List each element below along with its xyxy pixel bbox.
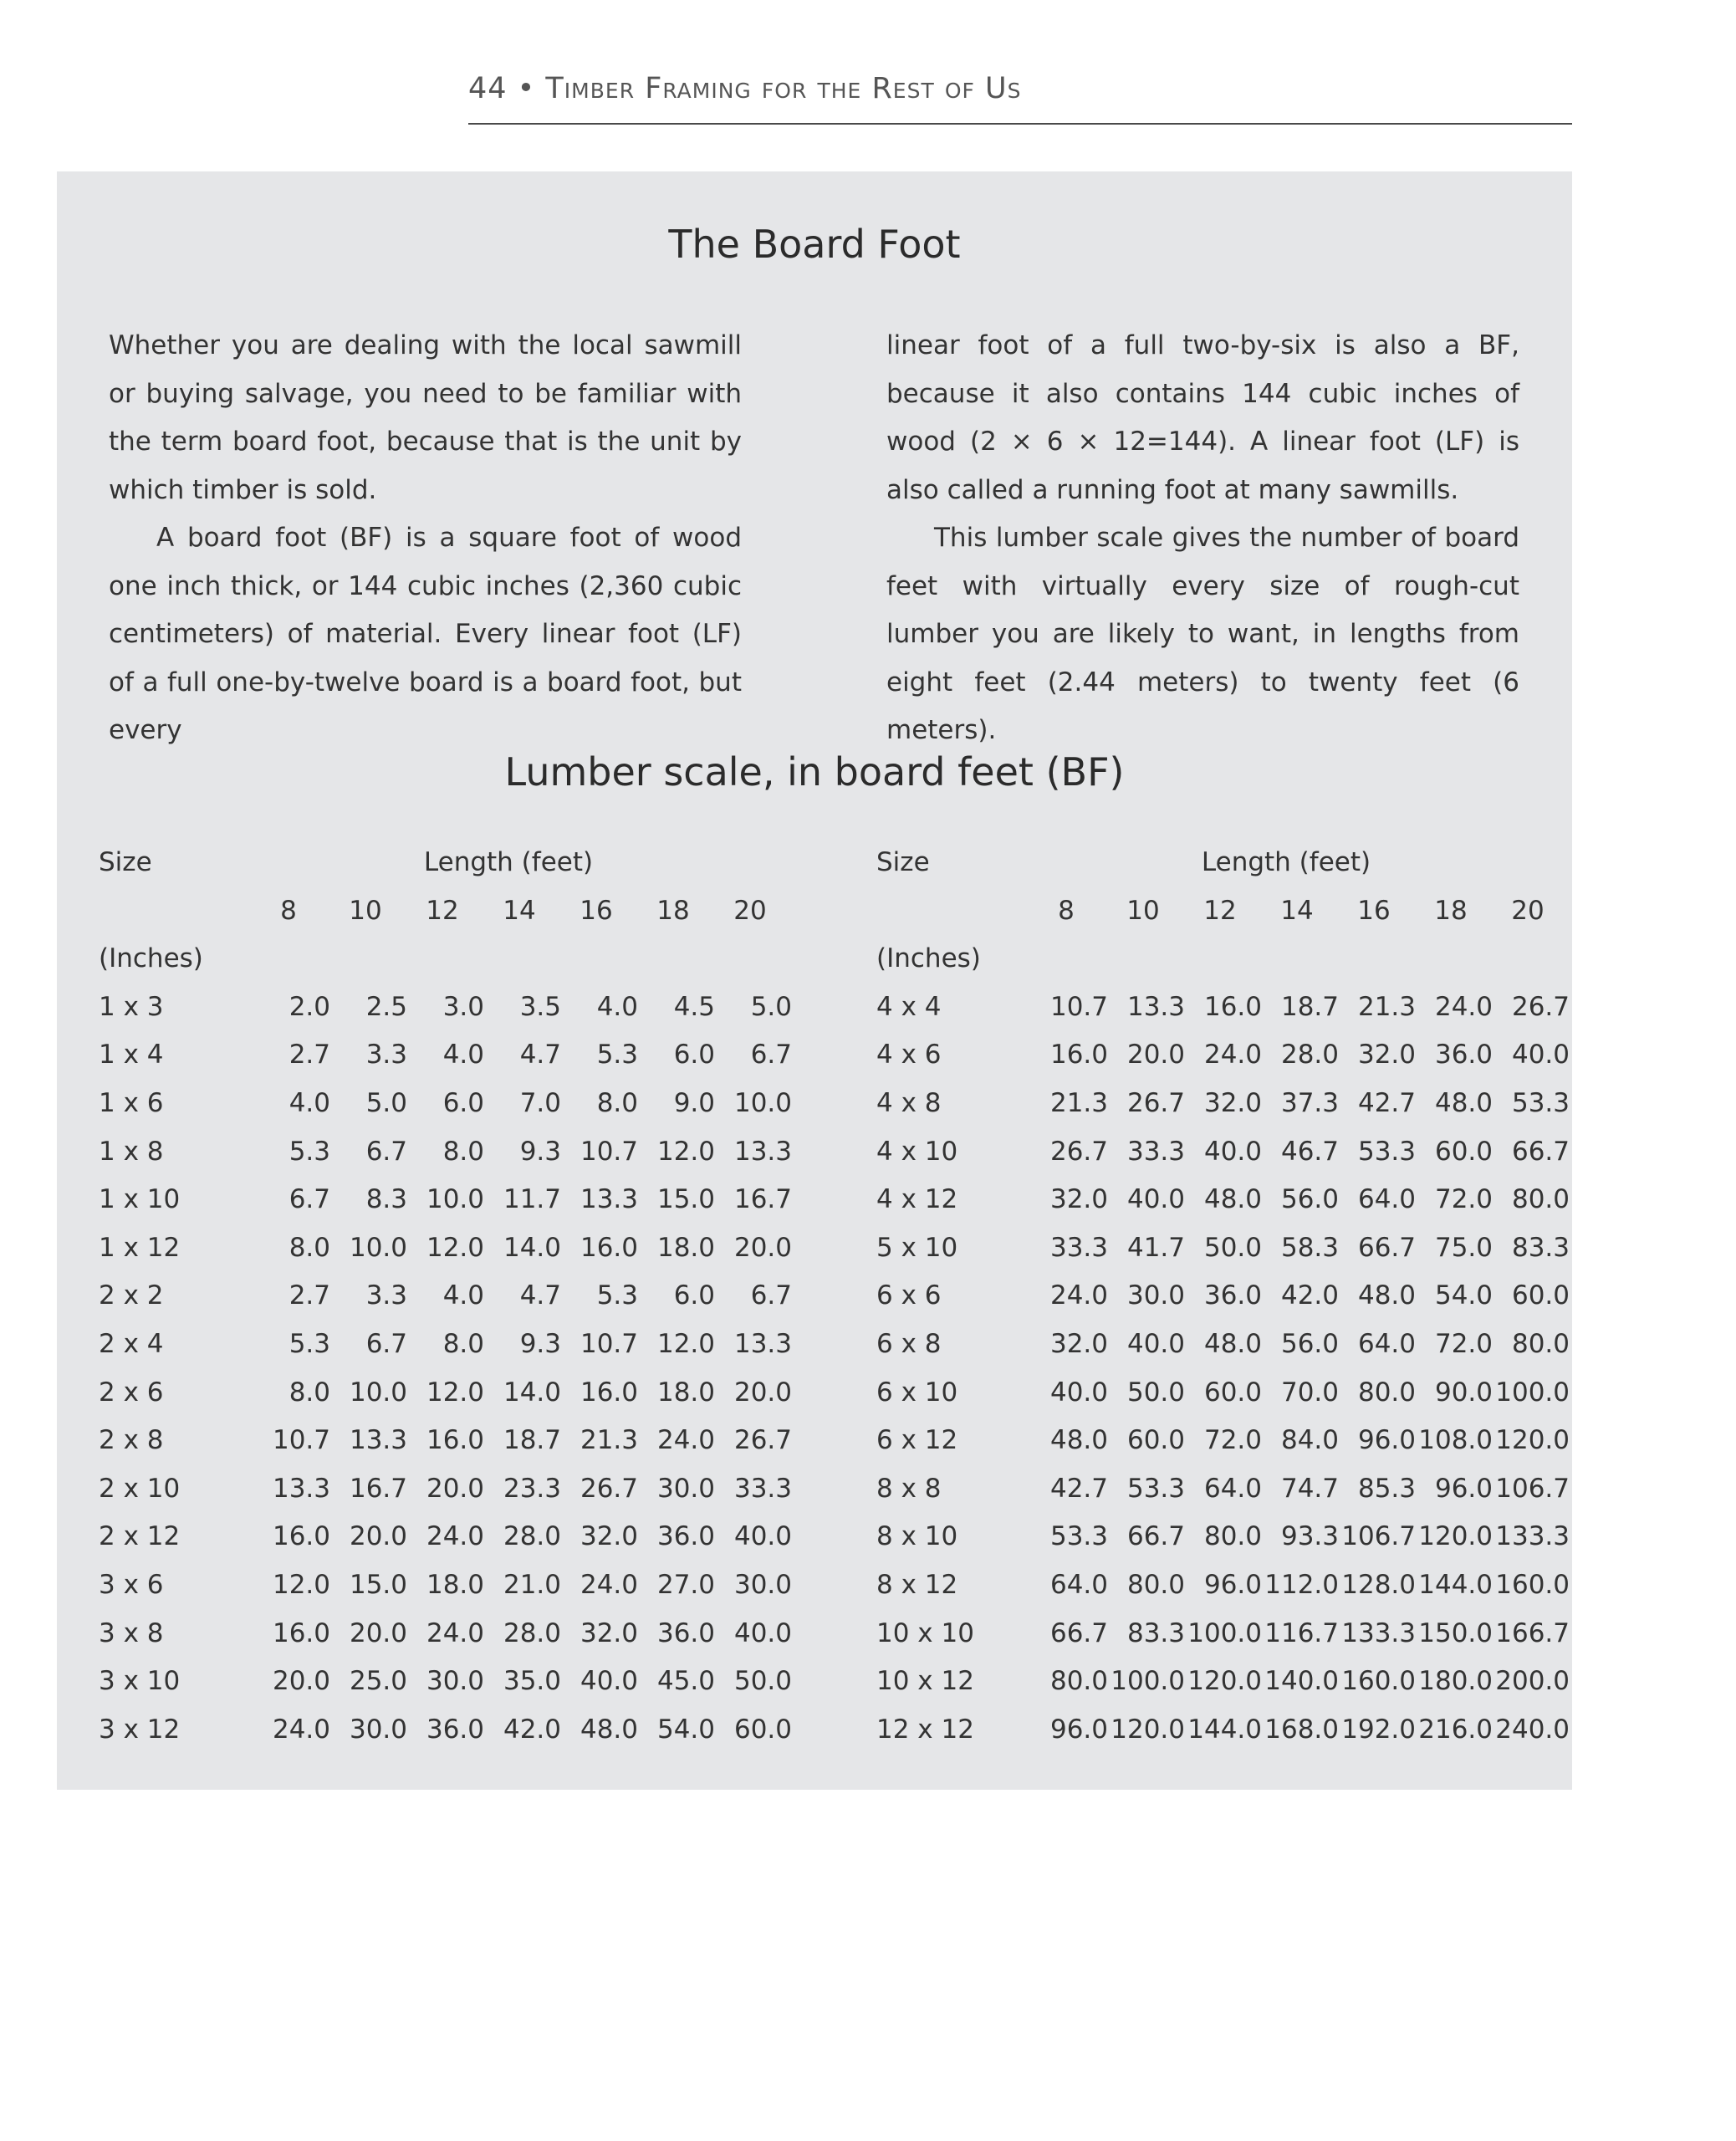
board-feet-value: 20.0 [272, 1666, 330, 1697]
board-feet-value: 33.3 [1049, 1232, 1108, 1263]
row-size: 3 x 8 [99, 1617, 164, 1648]
board-feet-value: 10.0 [349, 1232, 407, 1263]
board-feet-value: 150.0 [1418, 1617, 1493, 1648]
board-feet-value: 8.0 [442, 1136, 484, 1167]
row-size: 3 x 12 [99, 1714, 181, 1745]
board-feet-value: 75.0 [1434, 1232, 1493, 1263]
board-feet-value: 96.0 [1357, 1425, 1416, 1456]
board-feet-value: 6.7 [750, 1040, 792, 1070]
board-feet-value: 50.0 [1126, 1377, 1185, 1408]
board-feet-value: 140.0 [1264, 1666, 1339, 1697]
board-feet-value: 5.0 [750, 991, 792, 1022]
board-feet-value: 60.0 [733, 1714, 792, 1745]
row-size: 3 x 6 [99, 1570, 164, 1600]
board-feet-value: 56.0 [1280, 1184, 1339, 1215]
board-feet-value: 166.7 [1495, 1617, 1570, 1648]
row-size: 1 x 3 [99, 991, 164, 1022]
board-feet-value: 32.0 [1049, 1329, 1108, 1359]
board-feet-value: 16.7 [349, 1473, 407, 1504]
row-size: 1 x 8 [99, 1136, 164, 1167]
row-size: 10 x 12 [876, 1666, 974, 1697]
units-label: (Inches) [99, 943, 203, 974]
board-feet-value: 40.0 [1049, 1377, 1108, 1408]
board-feet-value: 90.0 [1434, 1377, 1493, 1408]
board-feet-value: 58.3 [1280, 1232, 1339, 1263]
board-feet-value: 4.0 [442, 1280, 484, 1311]
board-feet-value: 5.0 [365, 1088, 407, 1118]
board-feet-value: 53.3 [1126, 1473, 1185, 1504]
board-feet-value: 21.0 [503, 1570, 561, 1600]
board-feet-value: 18.7 [1280, 991, 1339, 1022]
board-feet-value: 8.3 [365, 1184, 407, 1215]
board-feet-value: 16.0 [426, 1425, 484, 1456]
board-feet-value: 16.7 [733, 1184, 792, 1215]
row-size: 2 x 8 [99, 1425, 164, 1456]
length-column-header: 8 [280, 895, 297, 926]
board-feet-value: 21.3 [1049, 1088, 1108, 1118]
row-size: 4 x 4 [876, 991, 942, 1022]
board-feet-value: 24.0 [272, 1714, 330, 1745]
board-feet-value: 5.3 [288, 1329, 330, 1359]
board-feet-value: 13.3 [733, 1136, 792, 1167]
board-feet-value: 16.0 [272, 1521, 330, 1552]
board-feet-value: 50.0 [733, 1666, 792, 1697]
board-feet-value: 32.0 [1203, 1088, 1262, 1118]
row-size: 1 x 4 [99, 1040, 164, 1070]
length-column-header: 12 [1203, 895, 1237, 926]
row-size: 6 x 6 [876, 1280, 942, 1311]
board-feet-value: 13.3 [349, 1425, 407, 1456]
board-feet-value: 26.7 [1126, 1088, 1185, 1118]
board-feet-value: 41.7 [1126, 1232, 1185, 1263]
length-header: Length (feet) [423, 847, 594, 877]
board-feet-value: 21.3 [580, 1425, 638, 1456]
board-feet-value: 4.0 [288, 1088, 330, 1118]
board-feet-value: 26.7 [733, 1425, 792, 1456]
board-feet-value: 42.0 [503, 1714, 561, 1745]
board-feet-value: 8.0 [288, 1377, 330, 1408]
board-feet-value: 48.0 [1203, 1329, 1262, 1359]
board-feet-value: 14.0 [503, 1377, 561, 1408]
row-size: 1 x 12 [99, 1232, 181, 1263]
board-feet-value: 4.7 [519, 1040, 561, 1070]
board-feet-value: 53.3 [1357, 1136, 1416, 1167]
row-size: 2 x 10 [99, 1473, 181, 1504]
board-feet-value: 80.0 [1357, 1377, 1416, 1408]
board-feet-value: 120.0 [1111, 1714, 1185, 1745]
board-feet-value: 18.0 [656, 1232, 715, 1263]
board-feet-value: 2.0 [288, 991, 330, 1022]
board-feet-value: 28.0 [503, 1521, 561, 1552]
board-feet-value: 2.7 [288, 1280, 330, 1311]
board-feet-value: 84.0 [1280, 1425, 1339, 1456]
board-feet-value: 32.0 [580, 1521, 638, 1552]
board-feet-value: 7.0 [519, 1088, 561, 1118]
board-feet-value: 16.0 [272, 1617, 330, 1648]
board-feet-value: 54.0 [656, 1714, 715, 1745]
row-size: 8 x 8 [876, 1473, 942, 1504]
board-feet-value: 96.0 [1203, 1570, 1262, 1600]
board-feet-value: 80.0 [1203, 1521, 1262, 1552]
board-feet-value: 12.0 [426, 1232, 484, 1263]
board-feet-value: 6.7 [750, 1280, 792, 1311]
board-feet-value: 23.3 [503, 1473, 561, 1504]
board-feet-value: 40.0 [733, 1617, 792, 1648]
length-column-header: 20 [1511, 895, 1545, 926]
row-size: 8 x 10 [876, 1521, 958, 1552]
box-title: The Board Foot [668, 222, 961, 267]
board-feet-value: 20.0 [1126, 1040, 1185, 1070]
board-feet-value: 5.3 [596, 1280, 638, 1311]
board-feet-value: 100.0 [1187, 1617, 1262, 1648]
board-feet-value: 4.0 [442, 1040, 484, 1070]
length-column-header: 10 [1126, 895, 1160, 926]
board-feet-value: 26.7 [580, 1473, 638, 1504]
board-feet-value: 6.0 [673, 1040, 715, 1070]
board-feet-value: 64.0 [1357, 1329, 1416, 1359]
board-feet-value: 30.0 [733, 1570, 792, 1600]
length-column-header: 18 [656, 895, 690, 926]
board-feet-value: 133.3 [1495, 1521, 1570, 1552]
row-size: 12 x 12 [876, 1714, 974, 1745]
row-size: 10 x 10 [876, 1617, 974, 1648]
board-feet-value: 20.0 [733, 1232, 792, 1263]
board-feet-value: 80.0 [1511, 1329, 1570, 1359]
board-feet-value: 53.3 [1511, 1088, 1570, 1118]
row-size: 1 x 10 [99, 1184, 181, 1215]
row-size: 2 x 12 [99, 1521, 181, 1552]
board-feet-value: 30.0 [349, 1714, 407, 1745]
board-feet-value: 6.0 [673, 1280, 715, 1311]
board-feet-value: 54.0 [1434, 1280, 1493, 1311]
board-feet-value: 32.0 [1357, 1040, 1416, 1070]
board-feet-value: 36.0 [1434, 1040, 1493, 1070]
board-feet-value: 25.0 [349, 1666, 407, 1697]
board-feet-value: 72.0 [1434, 1329, 1493, 1359]
board-feet-value: 10.7 [580, 1329, 638, 1359]
length-column-header: 18 [1434, 895, 1468, 926]
board-feet-value: 128.0 [1341, 1570, 1416, 1600]
row-size: 4 x 6 [876, 1040, 942, 1070]
board-feet-value: 3.5 [519, 991, 561, 1022]
board-feet-value: 24.0 [1049, 1280, 1108, 1311]
board-feet-value: 9.0 [673, 1088, 715, 1118]
board-feet-value: 70.0 [1280, 1377, 1339, 1408]
board-feet-value: 48.0 [1434, 1088, 1493, 1118]
board-feet-value: 40.0 [580, 1666, 638, 1697]
board-feet-value: 50.0 [1203, 1232, 1262, 1263]
board-feet-value: 120.0 [1418, 1521, 1493, 1552]
length-column-header: 12 [426, 895, 459, 926]
board-feet-value: 30.0 [426, 1666, 484, 1697]
board-feet-value: 16.0 [1203, 991, 1262, 1022]
paragraph: Whether you are dealing with the local sawmill or buying salvage, you need to be familiar with the term board foot, because that is the unit by which timber is sold. [109, 330, 742, 505]
board-feet-value: 35.0 [503, 1666, 561, 1697]
board-feet-value: 6.7 [365, 1329, 407, 1359]
board-feet-value: 18.0 [656, 1377, 715, 1408]
board-feet-value: 66.7 [1511, 1136, 1570, 1167]
board-feet-value: 18.7 [503, 1425, 561, 1456]
board-feet-value: 4.7 [519, 1280, 561, 1311]
board-feet-value: 20.0 [733, 1377, 792, 1408]
board-feet-value: 14.0 [503, 1232, 561, 1263]
board-feet-value: 11.7 [503, 1184, 561, 1215]
board-feet-value: 40.0 [1511, 1040, 1570, 1070]
board-feet-value: 20.0 [349, 1521, 407, 1552]
paragraph: linear foot of a full two-by-six is also a BF, because it also contains 144 cubic inches of wood (2 × 6 × 12=144). A linear foot (LF) is also called a running foot at many sawmills. [886, 330, 1519, 505]
header-rule [468, 123, 1572, 125]
board-feet-value: 21.3 [1357, 991, 1416, 1022]
board-feet-value: 108.0 [1418, 1425, 1493, 1456]
length-column-header: 16 [580, 895, 613, 926]
board-feet-value: 60.0 [1434, 1136, 1493, 1167]
board-feet-value: 12.0 [656, 1329, 715, 1359]
board-feet-value: 9.3 [519, 1136, 561, 1167]
board-feet-value: 66.7 [1049, 1617, 1108, 1648]
board-feet-value: 85.3 [1357, 1473, 1416, 1504]
board-feet-value: 6.7 [365, 1136, 407, 1167]
board-feet-value: 80.0 [1049, 1666, 1108, 1697]
board-feet-value: 40.0 [1126, 1184, 1185, 1215]
paragraph: This lumber scale gives the number of board feet with virtually every size of rough-cut lumber you are likely to want, in lengths from eight feet (2.44 meters) to twenty feet (6 meters). [886, 523, 1519, 745]
board-feet-value: 16.0 [580, 1232, 638, 1263]
row-size: 6 x 10 [876, 1377, 958, 1408]
board-feet-value: 3.0 [442, 991, 484, 1022]
row-size: 6 x 12 [876, 1425, 958, 1456]
row-size: 2 x 2 [99, 1280, 164, 1311]
left-text-column [109, 322, 742, 755]
board-feet-value: 24.0 [426, 1521, 484, 1552]
length-column-header: 16 [1357, 895, 1391, 926]
board-feet-value: 168.0 [1264, 1714, 1339, 1745]
board-feet-value: 48.0 [1049, 1425, 1108, 1456]
lumber-table-left [99, 847, 851, 1784]
board-feet-value: 10.7 [272, 1425, 330, 1456]
row-size: 4 x 12 [876, 1184, 958, 1215]
board-feet-value: 72.0 [1203, 1425, 1262, 1456]
board-feet-value: 24.0 [1434, 991, 1493, 1022]
board-feet-value: 64.0 [1203, 1473, 1262, 1504]
board-feet-value: 3.3 [365, 1280, 407, 1311]
units-label: (Inches) [876, 943, 981, 974]
board-feet-value: 40.0 [733, 1521, 792, 1552]
board-feet-value: 60.0 [1511, 1280, 1570, 1311]
paragraph: A board foot (BF) is a square foot of wood one inch thick, or 144 cubic inches (2,360 cubic centimeters) of material. Every linear foot (LF) of a full one-by-twelve board is a board foot, but every [109, 523, 742, 745]
board-feet-value: 144.0 [1418, 1570, 1493, 1600]
board-feet-value: 26.7 [1049, 1136, 1108, 1167]
board-feet-value: 8.0 [288, 1232, 330, 1263]
row-size: 4 x 10 [876, 1136, 958, 1167]
board-feet-value: 160.0 [1341, 1666, 1416, 1697]
board-feet-value: 42.7 [1357, 1088, 1416, 1118]
board-feet-value: 64.0 [1357, 1184, 1416, 1215]
board-feet-value: 13.3 [580, 1184, 638, 1215]
row-size: 3 x 10 [99, 1666, 181, 1697]
board-feet-value: 53.3 [1049, 1521, 1108, 1552]
board-feet-value: 10.7 [1049, 991, 1108, 1022]
board-feet-value: 42.7 [1049, 1473, 1108, 1504]
board-feet-value: 56.0 [1280, 1329, 1339, 1359]
board-feet-value: 216.0 [1418, 1714, 1493, 1745]
board-feet-value: 40.0 [1126, 1329, 1185, 1359]
board-feet-value: 36.0 [656, 1521, 715, 1552]
board-feet-value: 28.0 [1280, 1040, 1339, 1070]
board-feet-value: 200.0 [1495, 1666, 1570, 1697]
board-feet-value: 45.0 [656, 1666, 715, 1697]
board-feet-value: 24.0 [656, 1425, 715, 1456]
board-feet-value: 24.0 [1203, 1040, 1262, 1070]
board-feet-value: 20.0 [426, 1473, 484, 1504]
board-feet-value: 160.0 [1495, 1570, 1570, 1600]
board-feet-value: 46.7 [1280, 1136, 1339, 1167]
board-feet-value: 36.0 [426, 1714, 484, 1745]
board-feet-value: 32.0 [580, 1617, 638, 1648]
board-feet-value: 24.0 [580, 1570, 638, 1600]
board-feet-value: 24.0 [426, 1617, 484, 1648]
lumber-scale-title: Lumber scale, in board feet (BF) [504, 749, 1125, 795]
board-feet-value: 27.0 [656, 1570, 715, 1600]
board-feet-value: 106.7 [1341, 1521, 1416, 1552]
board-feet-value: 96.0 [1434, 1473, 1493, 1504]
board-feet-value: 28.0 [503, 1617, 561, 1648]
board-feet-value: 112.0 [1264, 1570, 1339, 1600]
board-feet-value: 2.7 [288, 1040, 330, 1070]
board-feet-value: 33.3 [1126, 1136, 1185, 1167]
size-header: Size [876, 847, 930, 877]
row-size: 5 x 10 [876, 1232, 958, 1263]
board-feet-value: 5.3 [288, 1136, 330, 1167]
board-feet-value: 9.3 [519, 1329, 561, 1359]
length-column-header: 10 [349, 895, 382, 926]
board-feet-value: 4.5 [673, 991, 715, 1022]
board-feet-value: 120.0 [1187, 1666, 1262, 1697]
board-feet-value: 40.0 [1203, 1136, 1262, 1167]
board-feet-value: 48.0 [580, 1714, 638, 1745]
board-feet-value: 240.0 [1495, 1714, 1570, 1745]
row-size: 1 x 6 [99, 1088, 164, 1118]
board-feet-value: 80.0 [1126, 1570, 1185, 1600]
board-feet-value: 15.0 [656, 1184, 715, 1215]
board-feet-value: 64.0 [1049, 1570, 1108, 1600]
right-text-column [886, 322, 1519, 755]
board-feet-value: 93.3 [1280, 1521, 1339, 1552]
board-feet-value: 37.3 [1280, 1088, 1339, 1118]
board-feet-value: 48.0 [1357, 1280, 1416, 1311]
board-feet-value: 66.7 [1357, 1232, 1416, 1263]
board-feet-value: 13.3 [1126, 991, 1185, 1022]
board-feet-value: 116.7 [1264, 1617, 1339, 1648]
board-feet-value: 26.7 [1511, 991, 1570, 1022]
row-size: 2 x 6 [99, 1377, 164, 1408]
board-feet-value: 8.0 [596, 1088, 638, 1118]
board-feet-value: 15.0 [349, 1570, 407, 1600]
board-feet-value: 36.0 [656, 1617, 715, 1648]
board-feet-value: 180.0 [1418, 1666, 1493, 1697]
board-feet-value: 2.5 [365, 991, 407, 1022]
board-feet-value: 48.0 [1203, 1184, 1262, 1215]
board-feet-value: 60.0 [1126, 1425, 1185, 1456]
board-feet-value: 106.7 [1495, 1473, 1570, 1504]
length-column-header: 14 [503, 895, 536, 926]
board-feet-value: 12.0 [656, 1136, 715, 1167]
sidebar-box [57, 171, 1572, 1790]
running-head: 44 • Timber Framing for the Rest of Us [468, 72, 1022, 105]
board-feet-value: 33.3 [733, 1473, 792, 1504]
board-feet-value: 83.3 [1126, 1617, 1185, 1648]
board-feet-value: 10.0 [426, 1184, 484, 1215]
board-feet-value: 6.0 [442, 1088, 484, 1118]
board-feet-value: 10.0 [349, 1377, 407, 1408]
board-feet-value: 133.3 [1341, 1617, 1416, 1648]
board-feet-value: 16.0 [1049, 1040, 1108, 1070]
board-feet-value: 80.0 [1511, 1184, 1570, 1215]
length-column-header: 8 [1058, 895, 1075, 926]
row-size: 6 x 8 [876, 1329, 942, 1359]
board-feet-value: 192.0 [1341, 1714, 1416, 1745]
board-feet-value: 20.0 [349, 1617, 407, 1648]
board-feet-value: 66.7 [1126, 1521, 1185, 1552]
board-feet-value: 30.0 [656, 1473, 715, 1504]
board-feet-value: 100.0 [1495, 1377, 1570, 1408]
lumber-table-right [876, 847, 1629, 1784]
board-feet-value: 13.3 [733, 1329, 792, 1359]
board-feet-value: 100.0 [1111, 1666, 1185, 1697]
board-feet-value: 8.0 [442, 1329, 484, 1359]
board-feet-value: 36.0 [1203, 1280, 1262, 1311]
board-feet-value: 18.0 [426, 1570, 484, 1600]
length-column-header: 20 [733, 895, 767, 926]
board-feet-value: 13.3 [272, 1473, 330, 1504]
row-size: 8 x 12 [876, 1570, 958, 1600]
board-feet-value: 10.7 [580, 1136, 638, 1167]
size-header: Size [99, 847, 152, 877]
row-size: 4 x 8 [876, 1088, 942, 1118]
board-feet-value: 144.0 [1187, 1714, 1262, 1745]
board-feet-value: 83.3 [1511, 1232, 1570, 1263]
board-feet-value: 10.0 [733, 1088, 792, 1118]
length-column-header: 14 [1280, 895, 1314, 926]
board-feet-value: 120.0 [1495, 1425, 1570, 1456]
board-feet-value: 42.0 [1280, 1280, 1339, 1311]
row-size: 2 x 4 [99, 1329, 164, 1359]
board-feet-value: 4.0 [596, 991, 638, 1022]
board-feet-value: 5.3 [596, 1040, 638, 1070]
board-feet-value: 6.7 [288, 1184, 330, 1215]
board-feet-value: 32.0 [1049, 1184, 1108, 1215]
board-feet-value: 96.0 [1049, 1714, 1108, 1745]
board-feet-value: 12.0 [426, 1377, 484, 1408]
board-feet-value: 3.3 [365, 1040, 407, 1070]
board-feet-value: 72.0 [1434, 1184, 1493, 1215]
board-feet-value: 16.0 [580, 1377, 638, 1408]
board-feet-value: 12.0 [272, 1570, 330, 1600]
board-feet-value: 60.0 [1203, 1377, 1262, 1408]
board-feet-value: 30.0 [1126, 1280, 1185, 1311]
length-header: Length (feet) [1201, 847, 1371, 877]
board-feet-value: 74.7 [1280, 1473, 1339, 1504]
